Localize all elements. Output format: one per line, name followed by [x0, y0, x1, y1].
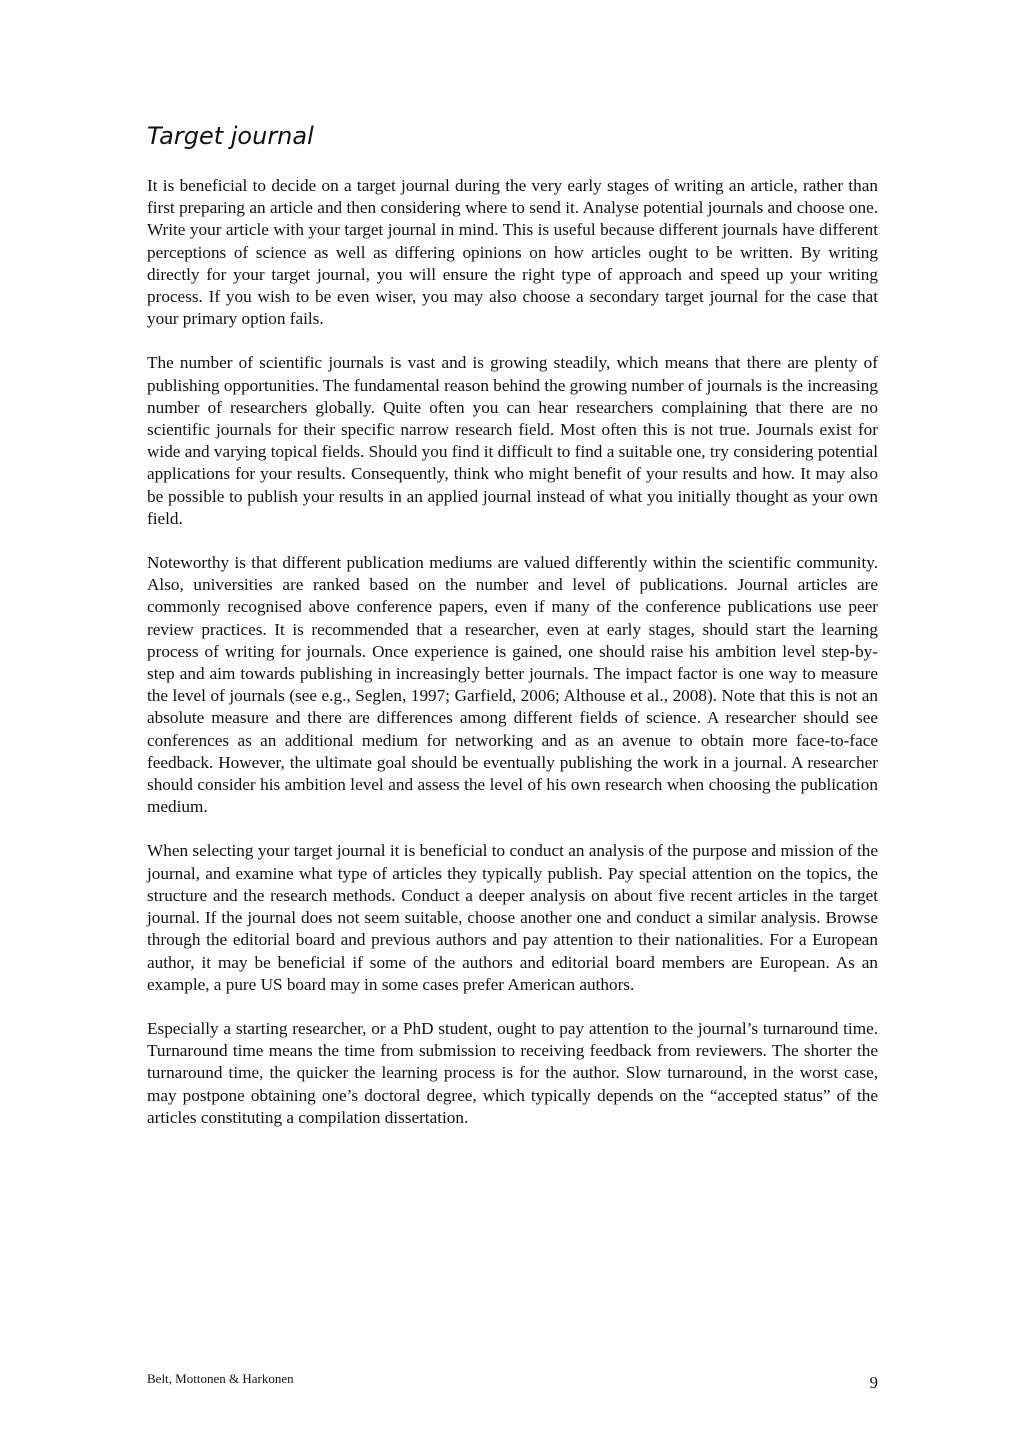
section-title: Target journal [147, 122, 314, 150]
paragraph-4: When selecting your target journal it is beneficial to conduct an analysis of the purpose and mission of the journal, and examine what type of articles they typically publish. Pay special attention on the topics, the structure and the research methods. Conduct a deeper analysis on about five recent articles in the target journal. If the journal does not seem suitable, choose another one and conduct a similar analysis. Browse through the editorial board and previous authors and pay attention to their nationalities. For a European author, it may be beneficial if some of the authors and editorial board members are European. As an example, a pure US board may in some cases prefer American authors. [147, 841, 878, 994]
footer-page-number: 9 [869, 1373, 878, 1392]
paragraph-3: Noteworthy is that different publication mediums are valued differently within the scientific community. Also, universities are ranked based on the number and level of publications. Journal articles are commonly recognised above conference papers, even if many of the conference publications use peer review practices. It is recommended that a researcher, even at early stages, should start the learning process of writing for journals. Once experience is gained, one should raise his ambition level step-by-step and aim towards publishing in increasingly better journals. The impact factor is one way to measure the level of journals (see e.g., Seglen, 1997; Garfield, 2006; Althouse et al., 2008). Note that this is not an absolute measure and there are differences among different fields of science. A researcher should see conferences as an additional medium for networking and as an avenue to obtain more face-to-face feedback. However, the ultimate goal should be eventually publishing the work in a journal. A researcher should consider his ambition level and assess the level of his own research when choosing the publication medium. [147, 553, 878, 817]
paragraph-5: Especially a starting researcher, or a PhD student, ought to pay attention to the journal’s turnaround time. Turnaround time means the time from submission to receiving feedback from reviewers. The shorter the turnaround time, the quicker the learning process is for the author. Slow turnaround, in the worst case, may postpone obtaining one’s doctoral degree, which typically depends on the “accepted status” of the articles constituting a compilation dissertation. [147, 1018, 878, 1127]
body-text [147, 175, 878, 1151]
paragraph-2: The number of scientific journals is vast and is growing steadily, which means that there are plenty of publishing opportunities. The fundamental reason behind the growing number of journals is the increasing number of researchers globally. Quite often you can hear researchers complaining that there are no scientific journals for their specific narrow research field. Most often this is not true. Journals exist for wide and varying topical fields. Should you find it difficult to find a suitable one, try considering potential applications for your results. Consequently, think who might benefit of your results and how. It may also be possible to publish your results in an applied journal instead of what you initially thought as your own field. [147, 353, 878, 528]
footer-authors: Belt, Mottonen & Harkonen [147, 1371, 294, 1386]
paragraph-1: It is beneficial to decide on a target journal during the very early stages of writing an article, rather than first preparing an article and then considering where to send it. Analyse potential journals and choose one. Write your article with your target journal in mind. This is useful because different journals have different perceptions of science as well as differing opinions on how articles ought to be written. By writing directly for your target journal, you will ensure the right type of approach and speed up your writing process. If you wish to be even wiser, you may also choose a secondary target journal for the case that your primary option fails. [147, 176, 878, 329]
